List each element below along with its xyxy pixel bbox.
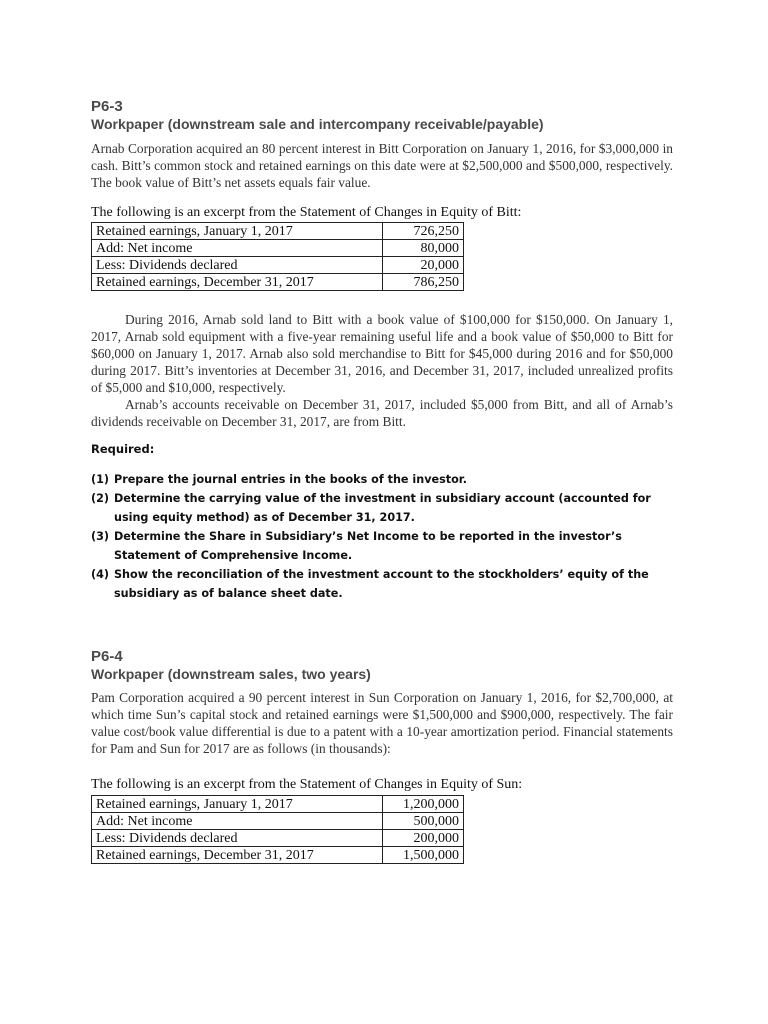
table-row: [92, 830, 464, 847]
item-text: Prepare the journal entries in the books of the investor.: [114, 473, 467, 486]
row-label: Add: Net income: [92, 813, 383, 830]
list-item: [91, 489, 671, 527]
list-item: [91, 565, 671, 603]
table-row: [92, 240, 464, 257]
table-row: [92, 813, 464, 830]
required-list: [91, 470, 671, 603]
row-value: 1,500,000: [383, 847, 464, 864]
list-item: [91, 527, 671, 565]
row-label: Less: Dividends declared: [92, 830, 383, 847]
row-label: Retained earnings, January 1, 2017: [92, 223, 383, 240]
row-label: Less: Dividends declared: [92, 257, 383, 274]
p64-excerpt-caption: The following is an excerpt from the Statement of Changes in Equity of Sun:: [91, 777, 523, 792]
row-label: Add: Net income: [92, 240, 383, 257]
p63-para3: Arnab’s accounts receivable on December 31, 2017, included $5,000 from Bitt, and all of Arnab’s dividends receivable on December 31, 2017, are from Bitt.: [91, 397, 673, 429]
row-value: 786,250: [383, 274, 464, 291]
table-row: [92, 274, 464, 291]
p64-number: P6-4: [91, 648, 123, 665]
row-value: 200,000: [383, 830, 464, 847]
p64-intro: [91, 689, 673, 757]
row-value: 726,250: [383, 223, 464, 240]
row-value: 1,200,000: [383, 796, 464, 813]
item-number: (4): [91, 568, 110, 581]
p64-intro-text: Pam Corporation acquired a 90 percent interest in Sun Corporation on January 1, 2016, for $2,700,000, at which time Sun’s capital stock and retained earnings were $1,500,000 and $900,000, respectively. The fair value cost/book value differential is due to a patent with a 10-year amortization period. Financial statements for Pam and Sun for 2017 are as follows (in thousands):: [91, 690, 673, 756]
p63-heading: [91, 98, 544, 132]
p64-equity-table: [91, 795, 464, 864]
table-row: [92, 223, 464, 240]
item-number: (3): [91, 530, 110, 543]
p63-number: P6-3: [91, 98, 123, 115]
row-value: 20,000: [383, 257, 464, 274]
row-label: Retained earnings, December 31, 2017: [92, 274, 383, 291]
table-row: [92, 257, 464, 274]
row-label: Retained earnings, January 1, 2017: [92, 796, 383, 813]
row-label: Retained earnings, December 31, 2017: [92, 847, 383, 864]
row-value: 500,000: [383, 813, 464, 830]
p63-details: [91, 311, 673, 430]
p63-intro: [91, 140, 673, 191]
list-item: [91, 470, 671, 489]
item-number: (1): [91, 473, 110, 486]
item-number: (2): [91, 492, 110, 505]
p63-intro-text: Arnab Corporation acquired an 80 percent interest in Bitt Corporation on January 1, 2016, for $3,000,000 in cash. Bitt’s common stock and retained earnings on this date were at $2,500,000 and $500,000, respectively. The book value of Bitt’s net assets equals fair value.: [91, 141, 673, 190]
table-row: [92, 847, 464, 864]
p63-title: Workpaper (downstream sale and intercompany receivable/payable): [91, 116, 544, 132]
item-text: Determine the carrying value of the investment in subsidiary account (accounted for using equity method) as of December 31, 2017.: [114, 492, 651, 524]
table-row: [92, 796, 464, 813]
required-label: Required:: [91, 442, 155, 456]
p64-title: Workpaper (downstream sales, two years): [91, 666, 371, 682]
p63-excerpt-caption: The following is an excerpt from the Statement of Changes in Equity of Bitt:: [91, 205, 522, 220]
item-text: Determine the Share in Subsidiary’s Net Income to be reported in the investor’s Statement of Comprehensive Income.: [114, 530, 622, 562]
p64-heading: [91, 648, 371, 682]
p63-equity-table: [91, 222, 464, 291]
row-value: 80,000: [383, 240, 464, 257]
item-text: Show the reconciliation of the investment account to the stockholders’ equity of the subsidiary as of balance sheet date.: [114, 568, 649, 600]
p63-para2: During 2016, Arnab sold land to Bitt with a book value of $100,000 for $150,000. On January 1, 2017, Arnab sold equipment with a five-year remaining useful life and a book value of $50,000 to Bitt for $60,000 on January 1, 2017. Arnab also sold merchandise to Bitt for $45,000 during 2016 and for $50,000 during 2017. Bitt’s inventories at December 31, 2016, and December 31, 2017, included unrealized profits of $5,000 and $10,000, respectively.: [91, 312, 673, 395]
